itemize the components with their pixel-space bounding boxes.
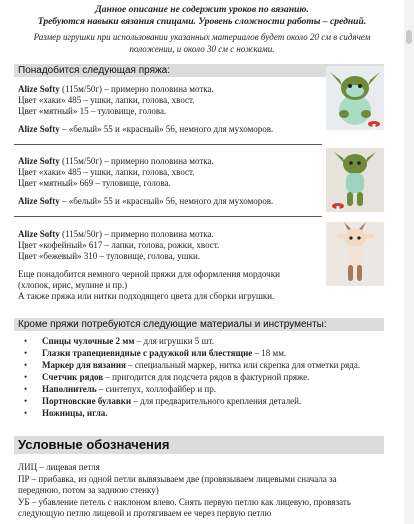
materials-section-header: Кроме пряжи потребуются следующие материалы и инструменты: xyxy=(14,318,384,331)
divider xyxy=(14,144,322,145)
variant2-yarn-line: Alize Softy (115м/50г) – примерно половина мотка. xyxy=(18,156,214,166)
list-item: Ножницы, игла. xyxy=(42,408,108,418)
list-item: Глазки трапециевидные с радужкой или блестящие – 18 мм. xyxy=(42,348,287,358)
variant3-black-yarn-note: Еще понадобится немного черной пряжи для оформления мордочки xyxy=(18,269,280,279)
list-item: Портновские булавки – для предварительного крепления деталей. xyxy=(42,396,302,406)
variant2-brand: Alize Softy xyxy=(18,156,60,166)
abbr-knit-stitch: ЛИЦ – лицевая петля xyxy=(18,462,100,472)
variant3-color-coffee: Цвет «кофейный» 617 – лапки, голова, рожки, хвост. xyxy=(18,240,220,250)
variant3-yarn-line: Alize Softy (115м/50г) – примерно половина мотка. xyxy=(18,229,214,239)
intro-note: Данное описание не содержит уроков по вязанию. xyxy=(95,4,309,15)
bullet: • xyxy=(24,384,28,394)
bullet: • xyxy=(24,336,28,346)
abbr-increase-cont: переднюю, потом за заднюю стенку) xyxy=(18,485,159,495)
variant2-extra-yarn: Alize Softy – «белый» 55 и «красный» 56, немного для мухоморов. xyxy=(18,196,274,206)
variant2-color-khaki: Цвет «хаки» 485 – ушки, лапки, голова, хвост. xyxy=(18,167,195,177)
abbreviations-section-header: Условные обозначения xyxy=(14,436,384,454)
bullet: • xyxy=(24,360,28,370)
list-item: Наполнитель – синтепух, холлофайбер и пр. xyxy=(42,384,216,394)
variant3-assembly-yarn-note: А также пряжа или нитки подходящего цвета для сборки игрушки. xyxy=(18,291,275,301)
variant3-brand: Alize Softy xyxy=(18,229,60,239)
variant3-black-yarn-examples: (хлопок, ирис, мулине и пр.) xyxy=(18,280,128,290)
dragon-mint-photo xyxy=(326,66,384,130)
variant1-color-mint: Цвет «мятный» 15 – туловище, голова. xyxy=(18,106,167,116)
intro-skill-level: Требуются навыки вязания спицами. Уровень сложности работы – средний. xyxy=(37,16,367,27)
bullet: • xyxy=(24,408,28,418)
variant2-color-mint: Цвет «мятный» 669 – туловище, голова. xyxy=(18,178,171,188)
abbr-decrease: УБ – убавление петель с наклоном влево. Снять первую петлю как лицевую, провязать xyxy=(18,497,351,507)
intro-size-line2: положении, и около 30 см с ножками. xyxy=(129,44,275,54)
list-item: Спицы чулочные 2 мм – для игрушки 5 шт. xyxy=(42,336,214,346)
intro-size-line1: Размер игрушки при использовании указанных материалов будет около 20 см в сидячем xyxy=(33,32,371,42)
dragon-mint-standing-photo xyxy=(326,148,384,212)
scrollbar-thumb[interactable] xyxy=(406,30,412,44)
abbr-increase: ПР – прибавка, из одной петли вывязываем две (провязываем лицевыми сначала за xyxy=(18,474,337,484)
bullet: • xyxy=(24,372,28,382)
divider xyxy=(14,216,322,217)
variant1-color-khaki: Цвет «хаки» 485 – ушки, лапки, голова, хвост. xyxy=(18,95,195,105)
dragon-beige-photo xyxy=(326,222,384,286)
variant3-color-beige: Цвет «бежевый» 310 – туловище, голова, ушки. xyxy=(18,251,201,261)
variant1-extra-yarn: Alize Softy – «белый» 55 и «красный» 56, немного для мухоморов. xyxy=(18,124,274,134)
list-item: Маркер для вязания – специальный маркер, нитка или скрепка для отметки ряда. xyxy=(42,360,361,370)
bullet: • xyxy=(24,348,28,358)
bullet: • xyxy=(24,396,28,406)
list-item: Счетчик рядов – пригодится для подсчета рядов в фактурной пряже. xyxy=(42,372,310,382)
yarn-section-header: Понадобится следующая пряжа: xyxy=(14,64,384,77)
abbr-decrease-cont: следующую петлю лицевой и протягиваем ее через первую петлю xyxy=(18,508,272,518)
scrollbar[interactable] xyxy=(404,0,414,524)
variant1-yarn-line: Alize Softy (115м/50г) – примерно половина мотка. xyxy=(18,84,214,94)
variant1-brand: Alize Softy xyxy=(18,84,60,94)
